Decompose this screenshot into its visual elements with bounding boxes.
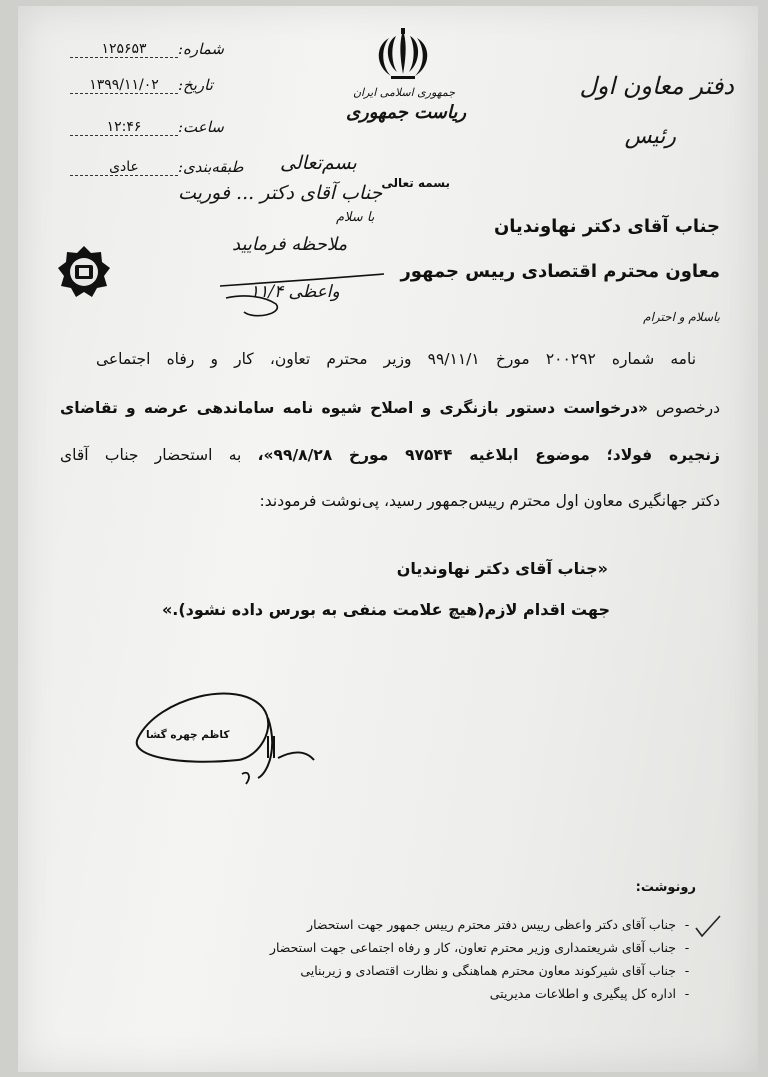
- cc-bullet: -: [684, 963, 690, 978]
- letter-date-label: تاریخ:: [178, 76, 213, 94]
- body-line1-text: نامه شماره ۲۰۰۲۹۲ مورخ ۹۹/۱۱/۱ وزیر محترم تعاون، کار و رفاه اجتماعی: [96, 350, 697, 368]
- letter-time-row: [70, 118, 224, 136]
- cc-item-text: جناب آقای شریعتمداری وزیر محترم تعاون، کار و رفاه اجتماعی جهت استحضار: [269, 940, 676, 955]
- body-line2-bold: «درخواست دستور بازنگری و اصلاح شیوه نامه ساماندهی عرضه و تقاضای: [60, 399, 649, 417]
- letter-time-label: ساعت:: [178, 118, 224, 136]
- emblem-caption-line2: ریاست جمهوری: [345, 102, 467, 123]
- cc-item-text: جناب آقای دکتر واعظی رییس دفتر محترم رییس جمهور جهت استحضار: [307, 917, 676, 932]
- cc-item: [138, 959, 698, 982]
- addressee-line2: معاون محترم اقتصادی رییس جمهور: [400, 261, 720, 282]
- body-line2: [60, 399, 720, 417]
- seal-icon: [56, 244, 112, 300]
- iran-emblem: [363, 26, 443, 82]
- cc-item: [138, 982, 698, 1005]
- cc-bullet: -: [684, 917, 690, 932]
- letter-time-value: ۱۲:۴۶: [70, 119, 178, 136]
- body-line3-rest: به استحضار جناب آقای: [60, 446, 242, 464]
- classification-value: عادی: [70, 159, 178, 176]
- addressee-line1: جناب آقای دکتر نهاوندیان: [493, 216, 720, 237]
- cc-item: [138, 913, 698, 936]
- letter-number-value: ۱۲۵۶۵۳: [70, 41, 178, 58]
- body-line2-prefix: درخصوص: [655, 399, 720, 417]
- check-mark-icon: [694, 914, 724, 940]
- body-line1: [96, 350, 696, 368]
- cc-item-text: جناب آقای شیرکوند معاون محترم هماهنگی و نظارت اقتصادی و زیربنایی: [300, 963, 676, 978]
- cc-item-text: اداره کل پیگیری و اطلاعات مدیریتی: [489, 986, 676, 1001]
- letter-page: [18, 6, 758, 1072]
- office-note-line1: دفتر معاون اول: [579, 72, 734, 100]
- quote-line1: «جناب آقای دکتر نهاوندیان: [396, 559, 608, 578]
- office-note-line2: رئیس: [624, 124, 676, 149]
- cc-title: رونوشت:: [635, 880, 696, 895]
- classification-label: طبقه‌بندی:: [178, 158, 244, 176]
- letter-date-value: ۱۳۹۹/۱۱/۰۲: [70, 77, 178, 94]
- iran-emblem-icon: [363, 26, 443, 82]
- cc-bullet: -: [684, 986, 690, 1001]
- letter-date-row: [70, 76, 213, 94]
- margin-note-line4: ملاحظه فرمایید: [232, 234, 348, 255]
- cc-list: [138, 913, 698, 1005]
- classification-row: [70, 158, 243, 176]
- signatory-name: کاظم چهره گشا: [146, 729, 230, 741]
- letter-number-row: [70, 40, 224, 58]
- quote-line2: جهت اقدام لازم(هیچ علامت منفی به بورس داده نشود).»: [161, 600, 610, 619]
- body-line3-bold: زنجیره فولاد؛ موضوع ابلاغیه ۹۷۵۴۴ مورخ ۹۹/۸/۲۸»،: [257, 446, 720, 464]
- margin-note-line1: بسم‌تعالی: [280, 152, 357, 174]
- body-line3: [60, 446, 720, 464]
- cc-bullet: -: [684, 940, 690, 955]
- office-seal: [56, 244, 112, 300]
- margin-note-line2: جناب آقای دکتر ... فوریت: [178, 182, 383, 204]
- letter-number-label: شماره:: [178, 40, 224, 58]
- basmala: بسمه تعالی: [381, 176, 450, 190]
- body-line4: دکتر جهانگیری معاون اول محترم رییس‌جمهور رسید، پی‌نوشت فرمودند:: [259, 492, 720, 510]
- margin-note-line5: واعظی ۱۱/۴: [250, 282, 340, 302]
- emblem-caption-line1: جمهوری اسلامی ایران: [352, 86, 456, 99]
- cc-item: [138, 936, 698, 959]
- greeting-handwritten: باسلام و احترام: [643, 310, 720, 324]
- margin-note-scribble: [214, 264, 394, 324]
- margin-note-line3: با سلام: [336, 210, 375, 225]
